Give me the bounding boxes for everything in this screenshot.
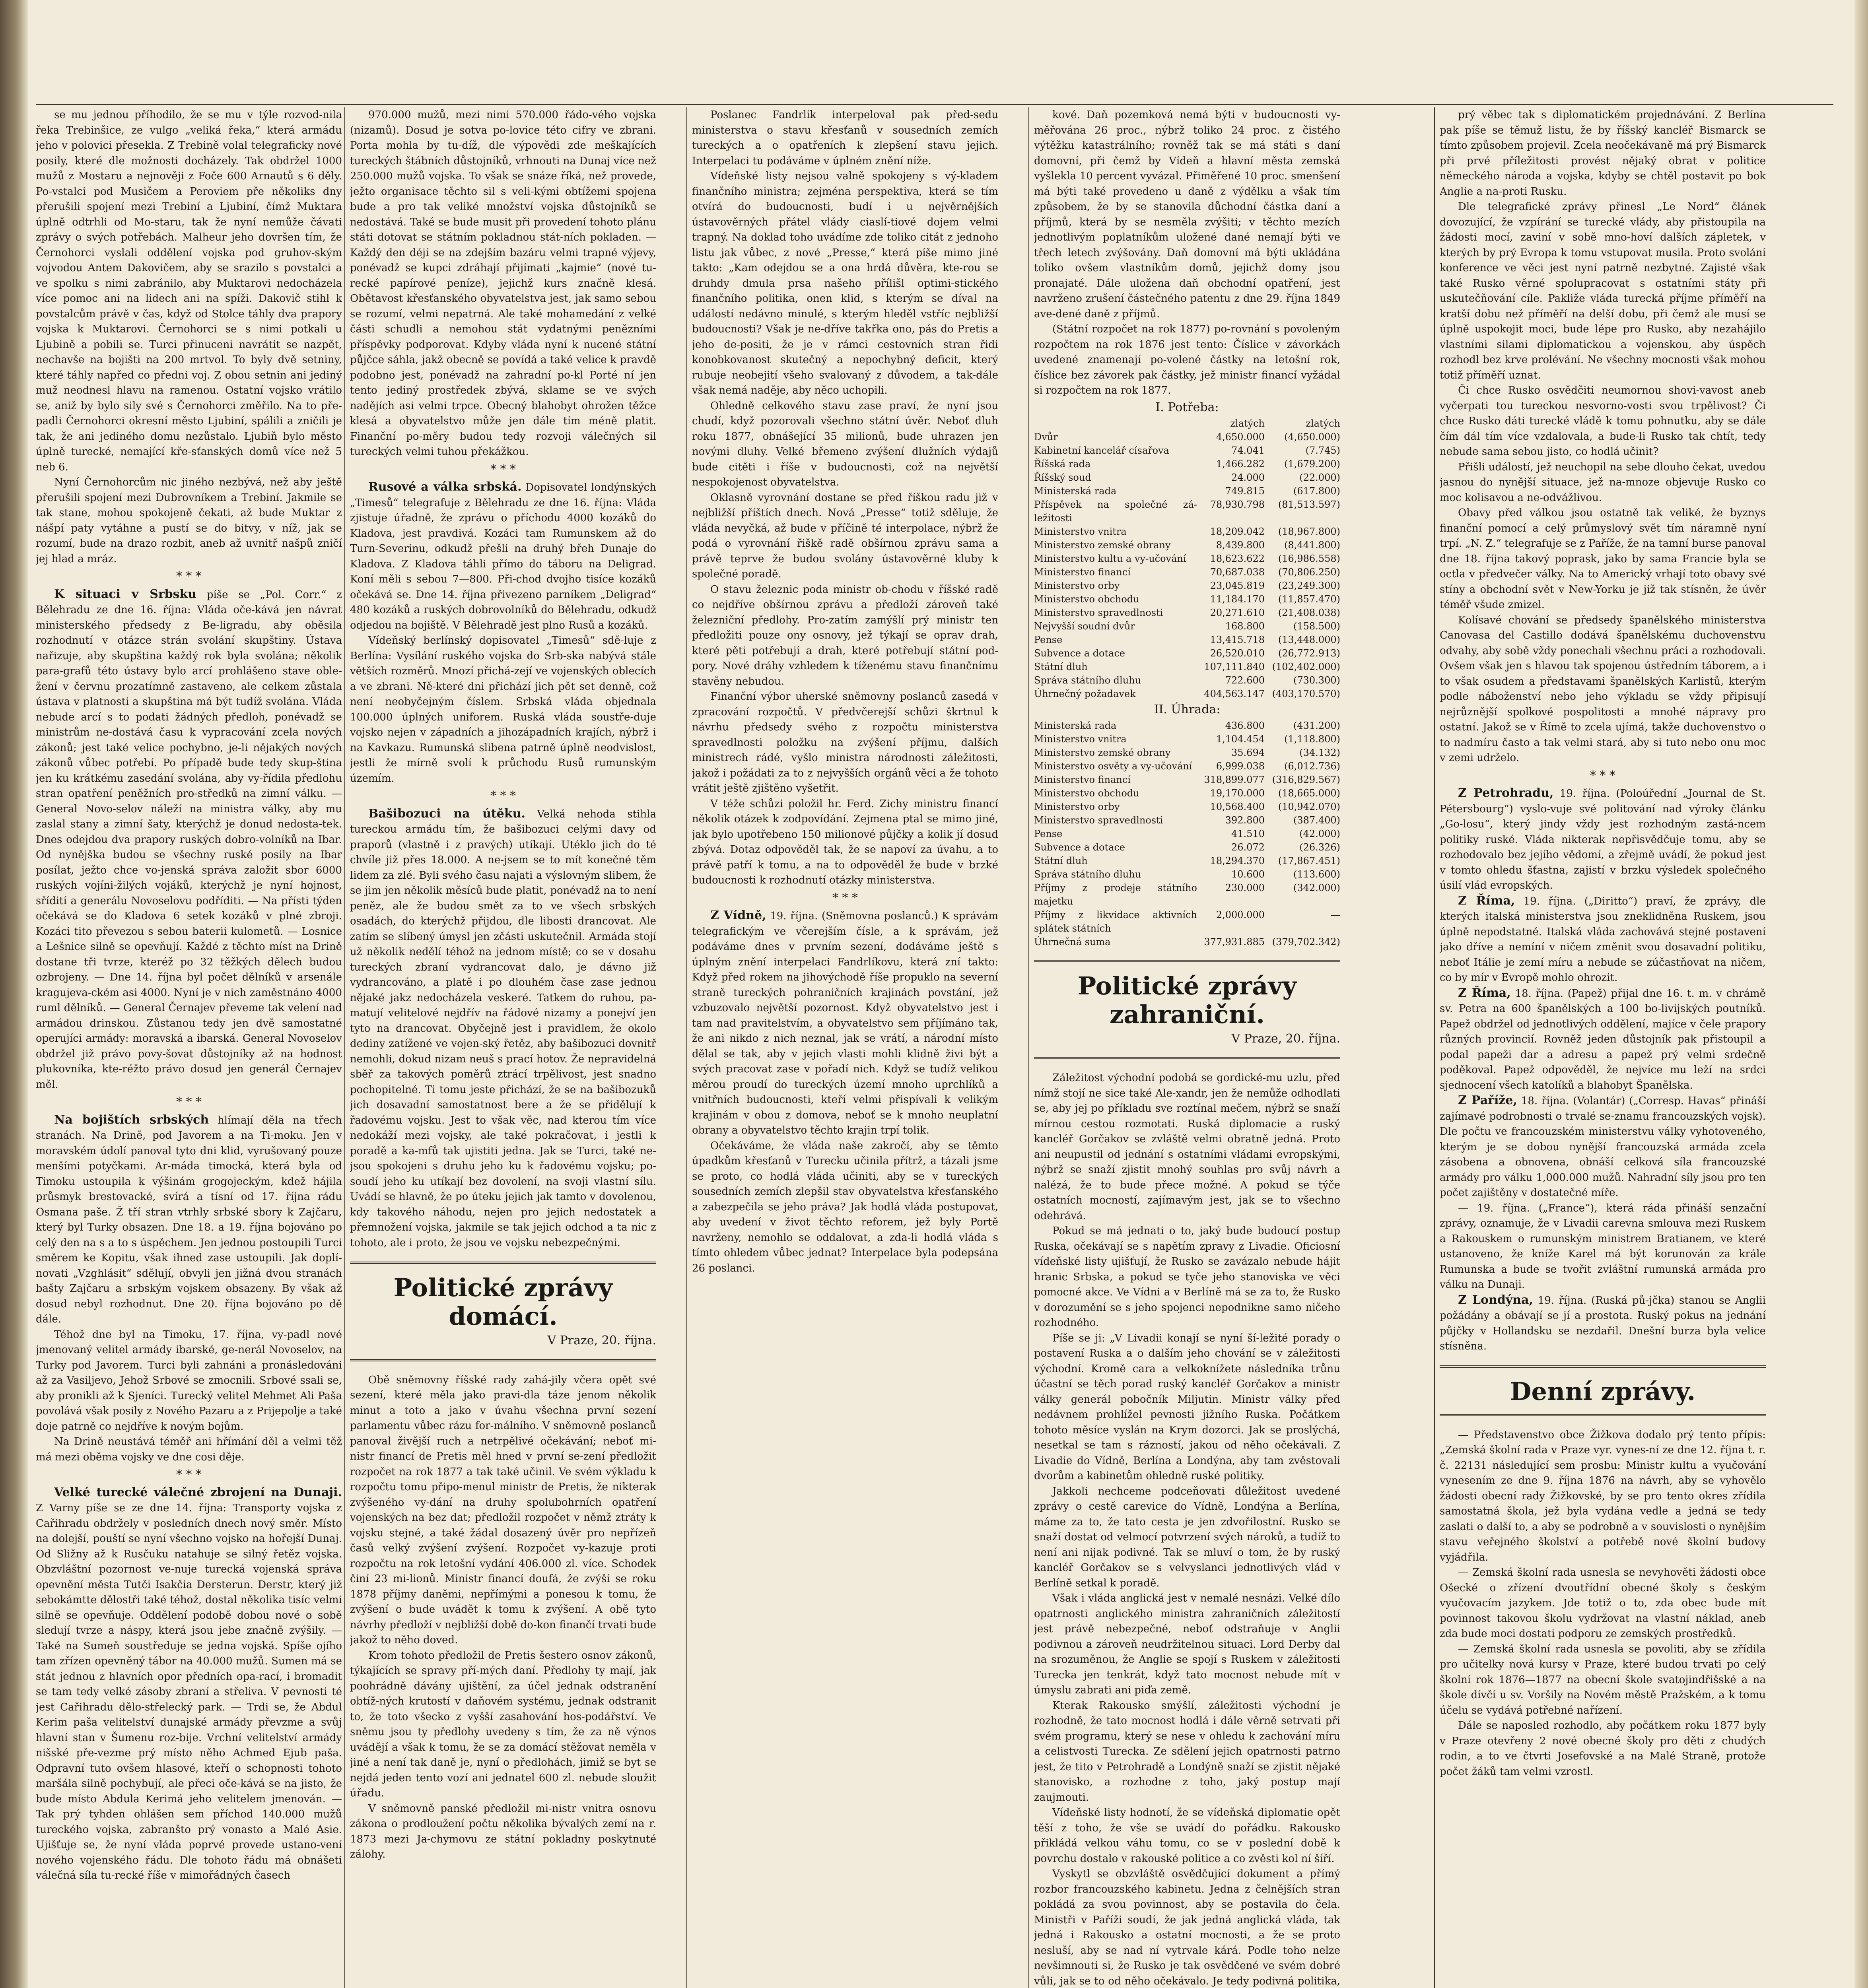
value-1877: 74.041 (1231, 445, 1265, 456)
article-paragraph: Finanční výbor uherské sněmovny poslanců zasedá v zpracování rozpočtů. V předvčerejší schůzi škrtnul k návrhu předsedy svého z rozpočtu ministerstva spravedlnosti položku na zvýšení příjmu, dalších ministrech rádé, vyšlo ministra národnosti záležitosti, jakož i požádati za to z nejvyšších orgánů věci a že tohoto vrátit ještě zjištěno vyšetřit. (692, 691, 998, 794)
table-row (1034, 841, 1340, 854)
value-1877: 18,209.042 (1210, 526, 1265, 537)
total-value-1877: 404,563.147 (1204, 688, 1265, 699)
total-label: Úhrnečná suma (1034, 936, 1111, 947)
table-row (1034, 619, 1340, 633)
article-text: Dopisovatel londýnských „Timesů“ telegrafuje z Bělehradu ze dne 16. října: Vláda zjistuje úřadně, že zprávu o příchodu 4000 kozáků do Kladova, jest pravdivá. Kozáci tam Rumunskem až do Turn-Severinu, odkudž přešli na druhý břeh Dunaje do Kladova. Z Kladova táhli přímo do táboru na Deligrad. Koní měli s sebou 7—800. Při-chod dvojho tisíce kozáků očekává se. Dne 14. října přivezeno parníkem „Deligrad“ 480 kozáků a ruských dobrovolníků do Bělehradu, odkudž odjedou na bojiště. V Bělehradě jest plno Rusů a kozáků. (350, 481, 656, 631)
value-1877: 168.800 (1225, 620, 1265, 632)
article-paragraph: V téže schůzi položil hr. Ferd. Zichy ministru financí několik otázek k zodpovídání. Zejmena ptal se mimo jiné, jak bylo upotřebeno 150 milionové půjčky a kolik jí dosud zbývá. Dotaz odpověděl tak, že se napoví za úvahu, a to právě patří k tomu, a na to odpověděl že bude v brzké budoucnosti k rozhodnutí otázky ministerstva. (692, 798, 998, 886)
value-1877: 4,650.000 (1216, 431, 1265, 443)
row-label: Ministerstvo obchodu (1034, 787, 1139, 799)
value-1877: 1,466.282 (1216, 458, 1265, 470)
table-section-title: I. Potřeba: (1155, 400, 1219, 414)
top-rule (36, 104, 1833, 105)
column-1 (36, 107, 342, 1988)
table-row (1034, 759, 1340, 773)
value-1877: 749.815 (1225, 485, 1265, 497)
row-label: Správa státního dluhu (1034, 674, 1141, 686)
row-label: Ministerstvo kultu a vy-učování (1034, 553, 1186, 564)
article-paragraph: prý věbec tak s diplomatickém projednávání. Z Berlína pak píše se těmuž listu, že by říšský kancléř Bismarck se tímto způsobem projevil. Zcela neočekávaně má prý Bismarck při prvé příležitosti provést nějaký obrat v politice německého národa a vojska, kdyby se chtěl postavit po bok Anglie a na-proti Rusku. (1440, 109, 1766, 198)
article-paragraph: Kterak Rakousko smýšlí, záležitosti východní je rozhodně, že tato mocnost hodlá i dále věrně setrvati při svém programu, který se nese v ohledu k zachování míru a celistvosti Turecka. Ze sdělení jejich opatrnosti patrno jest, že tito v Petrohradě a Londýně snaží se zjistit nějaké stanovisko, a rozhodne z toho, jaký postup mají zaujmouti. (1034, 1699, 1340, 1804)
table-row (1034, 525, 1340, 538)
value-1876: (18,967.800) (1278, 526, 1340, 537)
section-separator: * * * (832, 891, 858, 905)
article-paragraph: kové. Daň pozemková nemá býti v budoucnosti vy-měřována 26 proc., nýbrž toliko 24 proc. z čistého výtěžku katastrálního; rovněž tak se má státi s daní domovní, při čemž by Vídeň a hlavní města zemská vyšlekla 10 percent vyvázal. Přiměřené 10 proc. smenšení má býti také provedeno u daně z výdělku a však tím způsobem, že by se stanovila důchodní částka daní a příjmů, která by se nesměla zvýšiti; v těchto mezích jednotlivým poplatníkům uložené dané nemají býti ve třech letech zvýšovány. Daň domovní má býti ukládána toliko ovšem vlastníkům domů, jejichž domy jsou pronajaté. Dále uložena daň obchodní opatření, jest navrženo zrušení částečného patentu z dne 29. října 1849 ave-dené daně z příjmů. (1034, 109, 1340, 320)
article-paragraph: V sněmovně panské předložil mi-nistr vnitra osnovu zákona o prodloužení počtu několika bývalých zemí na r. 1873 mezi Ja-chymovu ze státní pokladny poskytnuté zálohy. (350, 1802, 656, 1860)
article-paragraph: — Zemská školní rada usnesla se nevyhověti žádosti obce Ošecké o zřízení dvoutřídní obecné školy s českým vyučovacím jazykem. Jde totiž o to, zda obec bude mít povinnost takovou školu vydržovat na vlastní náklad, aneb zda bude moci dostati podporu ze zemských prostředků. (1440, 1567, 1766, 1640)
article-heading: Bašibozuci na útěku. (368, 806, 525, 821)
article-text: píše se „Pol. Corr.“ z Bělehradu ze dne 16. října: Vláda oče-kává jen návrat ministerského předsedy z Be-ligradu, aby oběsila rozhodnutí v otázce strán svolání skupštiny. Ústava nařizuje, aby skupština každý rok byla svolána; několik para-grafů této ústavy bylo arcí prohlášeno stave oble-žení v červnu prozatímně zastaveno, ale celkem zůstala ústava v platnosti a skupština má být tudíž svolána. Vláda nebude arcí s to podati žádných předloh, ponévadž se ministrům ne-dostává času k vypracování zcela nových zákonů; jest také velice pochybno, je-li nějakých nových zákonů vůbec potřebí. Po případě bude tedy skup-ština jen ku krátkému zasedání svolána, aby vy-řídila předlohu stran opatření peněžních pro-středků na zimní válku. — General Novo-selov náleží na ministra války, aby mu zaslal stany a zimní šaty, kterýchž je donud nedosta-tek. Dnes odejdou dva prapory ruských dobro-volníků na Ibar. Od nynějška budou se všechny ruské posily na Ibar posílat, ježto chce vo-jenská správa založit sbor 6000 ruských vojíni-žilých vojáků, kterýchž je nyní hojnost, sřídití a generálu Novoselovu podříditi. — Na přísti týden očekává se do Kladova 6 setek kozáků v plné zbroji. Kozáci tito převezou s sebou baterii kulometů. — Losnice a Lešnice silně se opevňují. Každé z těchto míst na Drině dostane tři tvrze, kteréž po 32 těžkých dělech budou ozbrojeny. — Dne 14. října byl počet dělníků v arsenále kragujeva-ckém asi 4000. Nyní je v nich zaměstnáno 4000 ruml dělníků. — General Černajev převeme tak velení nad armádou drinskou. Zůstanou tedy jen dvě samostatné operujíci armády: moravská a ibarská. General Novoselov obdržel již právo povy-šovat důstojníky až na hodnost plukovníka, kte-réžto právo dosud jen generál Černajev měl. (36, 588, 342, 1091)
value-1876: (23,249.300) (1278, 580, 1340, 591)
value-1877: 13,415.718 (1210, 634, 1265, 645)
row-label: Ministerstvo zemské obrany (1034, 539, 1171, 551)
section-box (1440, 1365, 1766, 1416)
table-row (1034, 881, 1340, 908)
row-label: Subvence a dotace (1034, 647, 1125, 659)
article-heading: Z Petrohradu, (1458, 786, 1554, 800)
row-label: Ministerstvo financí (1034, 774, 1131, 785)
row-label: Ministerstvo obchodu (1034, 593, 1139, 605)
value-1876: (1,118.800) (1284, 733, 1340, 745)
table-body (1034, 719, 1340, 935)
article-paragraph: se mu jednou příhodilo, že se mu v týle rozvod-nila řeka Trebinšice, ze vulgo „veliká řeka,“ která armádu jeho v polovici přesekla. Z Trebině volal telegraficky nové posily, které dle možnosti docházely. Tak obdržel 1000 mužů z Mostaru a nejnověji z Foče 600 Arnautů s 6 děly. Po-vstalci pod Musičem a Peroviem pře několiks dny přerušili spojení mezi Trebiní a Ljubiní, čímž Muktara úplně odtrhli od Mo-staru, tak že nyní nemůže čávati zprávy o svých potřebách. Malheur jeho dovršen tím, že Černohorci vyslali oddělení vojska pod gruhov-ským vojvodou Antem Dakovičem, aby se srazilo s povstalci a ve spolku s nimi zabránilo, aby Muktarovi nedocházela více pomoc ani na lidech ani na spíži. Dakovič stihl k povstalcům právě v čas, když od Stolce táhly dva prapory vojska k Muktarovi. Černohorci se s nimi potkali u Ljubině a pobili se. Turci přinuceni navrátit se nazpět, nechavše na bojišti na 200 mrtvol. To byly dvě setniny, které táhly napřed co předni voj. Z obou setnin ani jediný muž neodnesl hlavu na ramenou. Ostatní vojsko vrátilo se, aniž by bylo sily své s Černohorci změřilo. Na to pře-padli Černohorci okresní město Ljubiní, spálili a zničili je tak, že ani jediného domu nezůstalo. Ljubiň bylo město úplně turecké, nemající kře-sťanských domů více než 5 neb 6. (36, 109, 342, 473)
value-1876: (70,806.250) (1278, 566, 1340, 578)
article-paragraph: — Zemská školní rada usnesla se povoliti, aby se zřídila pro učitelky nová kursy v Praze, které budou trvati po celý školní rok 1876—1877 na obecní škole svatojindřišské a na škole dívčí u sv. Voršily na Novém městě Pražském, a k tomu účelu se vydává potřebné nařízení. (1440, 1643, 1766, 1716)
article-heading: Z Paříže, (1458, 1093, 1517, 1107)
article-paragraph: Kolísavé chování se předsedy španělského ministerstva Canovasa del Castillo dodává španělskému duchovenstvu odvahy, aby sobě vždy ponechali všechnu práci a rozhodovali. Ovšem však jen s hlavou tak spojenou ústředním táborem, a i to však osudem a představami španělských Karlistů, kterým podle náboženství nebo jeho výkladu se vždy připisují nejrůznější spolkové pospolitosti a mnohé nápravy pro ostatní. Jakož se v Římě to zcela ujímá, takže duchovenstvo o to nadmíru často a tak velmi stará, aby si tuto nebo onu moc v zemi udrželo. (1440, 614, 1766, 764)
column-rule (1028, 107, 1029, 1988)
value-1876: (316,829.567) (1272, 774, 1340, 785)
row-label: Ministerstvo osvěty a vy-učování (1034, 760, 1192, 772)
column-5 (1440, 107, 1766, 1988)
row-label: Ministerstvo vnitra (1034, 526, 1127, 537)
article-paragraph: O stavu železnic poda ministr ob-chodu v říšské radě co nejdříve obšírnou zprávu a předloží zároveň také železniční předlohy. Pro-zatím zamýšlí prý ministr ten předložiti pouze ony osnovy, jež týkají se oprav drah, které pěti potřebují a drah, které potřebují státní pod-pory. Nové dráhy vzhledem k tíženému stavu finančnímu stavěny nebudou. (692, 583, 998, 687)
article-paragraph: Obavy před válkou jsou ostatně tak veliké, že byznys finanční pomocí a celý průmyslový svět tím náramně nyní trpí. „N. Z.“ telegrafuje se z Paříže, že na tamní burse panoval dne 18. října takový poprask, jako by sama Francie byla se octla v předvečer války. Na to Americký vrhají toto obavy své stíny a obchodní svět v New-Yorku je již tak stísněn, že úvěr téměř všude zmizel. (1440, 507, 1766, 611)
row-label: Ministerská rada (1034, 485, 1117, 497)
column-rule (1434, 107, 1435, 1988)
table-row (1034, 732, 1340, 746)
section-box (350, 1262, 656, 1361)
table-row (1034, 538, 1340, 552)
article-text: 19. října. („Diritto“) praví, že zprávy, dle kterých italská ministerstva jsou zneklidněna Ruskem, jsou úplně nepodstatné. Italská vláda zachovává stejné postavení jako dříve a nemíní v ničem změnit svou dosavadní politiku, neboť Itálie je zemí míru a nebude se zúčastňovat na ničem, co by mír v Evropě mohlo ohrozit. (1440, 895, 1766, 984)
section-separator: * * * (490, 789, 516, 803)
value-1876: (617.800) (1293, 485, 1340, 497)
value-1877: 23,045.819 (1210, 580, 1265, 591)
row-label: Státní dluh (1034, 661, 1088, 672)
table-row (1034, 813, 1340, 827)
table-section-title: II. Úhrada: (1154, 702, 1221, 716)
article-heading: Z Vídně, (710, 909, 766, 922)
row-label: Říšský soud (1034, 472, 1091, 483)
value-1876: (81,513.597) (1278, 499, 1340, 510)
table-row (1034, 827, 1340, 841)
value-1877: 10.600 (1231, 868, 1265, 880)
article-paragraph (1440, 786, 1766, 893)
table-row (1034, 444, 1340, 457)
table-row (1034, 471, 1340, 484)
table-row (1034, 773, 1340, 786)
article-paragraph (1440, 893, 1766, 986)
row-label: Správa státního dluhu (1034, 868, 1141, 880)
column-rule (344, 107, 345, 1988)
article-paragraph: Dále se naposled rozhodlo, aby počátkem roku 1877 byly v Praze otevřeny 2 nové obecné školy pro děti z chudých rodin, a to ve čtvrti Josefovské a na Malé Straně, protože počet žáků tam velmi vzrostl. (1440, 1720, 1766, 1778)
article-paragraph: Oklasně vyrovnání dostane se před říškou radu již v nejbližší příštích dnech. Nová „Presse“ totiž sděluje, že vláda nevyčká, až bude v příčině té interpolace, nýbrž že podá o vyrovnání řiškě radě obšírnou zprávu sama a právě teprve že budou svolány ústavověrné kluby k společné poradě. (692, 491, 998, 580)
row-label: Příjmy z prodeje státního majetku (1034, 882, 1197, 907)
article-paragraph: Či chce Rusko osvědčiti neumornou shovi-vavost aneb vyčerpati tou tureckou nesvorno-vosti svou trpělivost? Či chce Rusko dáti turecké vládě k tomu pohnutku, aby se dále čím dál tím více vzdalovala, a bude-li Rusko tak chtít, tedy nebude sama sebou jisto, co hodlá učinit? (1440, 384, 1766, 458)
value-1877: 1,104.454 (1216, 733, 1265, 745)
section-box (1034, 960, 1340, 1060)
total-label: Úhrnečný požadavek (1034, 688, 1136, 699)
table-row (1034, 498, 1340, 525)
article-heading: K situaci v Srbsku (54, 587, 197, 601)
article-paragraph: Záležitost východní podobá se gordické-mu uzlu, před nímž stojí ne sice také Ale-xandr, jen že nemůže odhodlati se, aby jej po příkladu sve roztínal mečem, nýbrž se snaží mírnou cestou rozmotati. Ruská diplomacie a ruský kancléř Gorčakov se zvláště velmi obratně jedná. Proto ani neupustil od jednání s ostatními vládami evropskými, nýbrž se snaží zjistit mnohý souhlas pro svůj návrh a nalézá, že to bude přece možné. A pokud se týče ostatních mocností, zajímavým jest, jak se to všechno odehrává. (1034, 1072, 1340, 1222)
value-1876: (34.132) (1299, 747, 1340, 758)
article-paragraph (36, 1112, 342, 1327)
column-header: zlatých (1306, 417, 1340, 429)
table-row (1034, 660, 1340, 674)
value-1876: (11,857.470) (1278, 593, 1340, 605)
article-paragraph: Však i vláda anglická jest v nemalé nesnázi. Velké dílo opatrnosti anglického ministra zahraničních záležitostí jest právě nebezpečné, neboť odstraňuje v Anglii podivnou a zároveň neudržitelnou situaci. Lord Derby dal na srozuměnou, že Anglie se spojí s Ruskem v záležitosti Turecka jen tenkrát, když tato mocnost nebude mít v úmyslu zabrati ani piďa země. (1034, 1592, 1340, 1696)
table-row (1034, 484, 1340, 498)
column-rule (686, 107, 687, 1988)
value-1877: 2,000.000 (1216, 909, 1265, 920)
article-paragraph: Dle telegrafické zprávy přinesl „Le Nord“ článek dovozující, že vzpírání se turecké vlády, aby přistoupila na žádosti mocí, zaviní v sobě mno-hoví dalších zápletek, v kterých by prý Evropa k tomu vstupovat musila. Proto svolání konference ve věci jest nyní patrně nezbytné. Zajisté však také Rusko věrné spolupracovat s ostatními státy při uskutečňování cíle. Pakliže vláda turecká příjme příměří na kratší dobu než příměří na delší dobu, při čemž ale musí se úplně uspokojit moci, bude lépe pro Rusko, aby nezahájilo vlastními silami diplomatickou a vojenskou, aby úspěch rozhodl bez krve prolévání. Ne všechny mocnosti však mohou totiž příměří uznat. (1440, 201, 1766, 381)
article-paragraph: Téhož dne byl na Timoku, 17. října, vy-padl nové jmenovaný velitel armády ibarské, ge-nerál Novoselov, na Turky pod Javorem. Turci byli zahnáni a pronásledováni až za Vasiljevo, Jehož Srbové se zmocnili. Srbové ssali se, aby pronikli až k Sjeníci. Turecký velitel Mehmet Ali Paša povolává však posily z Nového Pazaru a z Prijepolje a také doje patrně co nejdříve k novým bojům. (36, 1328, 342, 1433)
row-label: Subvence a dotace (1034, 841, 1125, 853)
dateline: V Praze, 20. října. (1231, 1031, 1340, 1046)
table-row (1034, 786, 1340, 800)
article-text: 18. října. (Volantár) („Corresp. Havas“ přináší zajímavé podrobnosti o trvalé se-znamu francouzských vojsk). Dle počtu ve francouzském ministerstvu války vyhotoveného, kterým je se dobou nynější francouzská armáda zcela zásobena a obnovena, obnáší celková síla francouzské armády pro válku 1,000.000 mužů. Nahradní síly jsou pro ten počet zajištěny v dostatečné míře. (1440, 1095, 1766, 1199)
table-row (1034, 908, 1340, 935)
article-text: Z Varny píše se ze dne 14. října: Transporty vojska z Cařihradu obdržely v posledních dnech nový směr. Místo na dolejší, pouští se nyní všechno vojsko na hořejší Dunaj. Od Sližny až k Rusčuku natahuje se silný řetěz vojska. Obzvláštní pozornost ve-nuje turecká vojenská správa opevnění města Tutči Isakčia Dersterun. Derstr, který již sebokámtte dělostři také téhož, dostal několika tisíc velmi silně se opevňuje. Oddělení podobě dobou nové o sobě sledují tvrze a náspy, která jsou jebe značně zvýšily. — Také na Sumeň soustředuje se jedna vojská. Spíše ojího tam zřízen opevněný tábor na 40.000 mužů. Sumen má se stát jednou z hlavních opor předních opa-rací, i bromadit se tam tedy velké zásoby zbraní a střeliva. V pevnosti té jest Cařihradu dělo-střelecký park. — Trdi se, že Abdul Kerim paša velitelství dunajské armády převzme a svůj hlavní stan v Šumenu roz-bije. Vrchní velitelství armády nišské pře-vezme prý místo něho Achmed Ejub paša. Odpravní tuto ovšem hlasové, kteří o schopnosti tohoto maršála silně pochybují, ale přeci oče-kává se na jisto, že bude místo Abdula Kerimá jeho velitelem jmenován. — Tak prý tyhden ohlášen sem příchod 140.000 mužů tureckého vojska, zabranšto prý vonasto a Malé Asie. Ujišťuje se, že nyní vláda poprvé provede ustano-vení nového vojenského řádu. Dle tohoto řádu má obnášeti válečná síla tu-recké říše v mimořádných časech (36, 1502, 342, 1881)
budget-table (1034, 401, 1340, 949)
value-1876: (7.745) (1305, 445, 1340, 456)
value-1876: (8,441.800) (1284, 539, 1340, 551)
table-row (1034, 592, 1340, 606)
article-text: hlímají děla na třech stranách. Na Drině, pod Javorem a na Ti-moku. Jen v moravském údolí panoval tyto dni klid, vyrušovaný pouze menšími potyčkami. Ar-máda timocká, která byla od Timoku ustoupila k výšinám grogojeckým, kdež hájila průsmyk brestovacké, svírá a tísní od 17. října rádu Osmana paše. Ž tří stran vtrhly srbské sbory k Zajčaru, který byl Turky obsazen. Dne 18. a 19. října bojováno po celý den na s a to s úspěchem. Jen jednou postoupili Turci směrem ke Kopitu, však ihned zase ustoupili. Jak doplí-novati „Vzghlásit“ sdělují, obvyli jen jižná dvou stranách bašty Zajčaru a srbským vojskem obsazeny. By však až dosud nebyl rozhodnut. Dne 20. října bojováno po dě dále. (36, 1114, 342, 1325)
table-row (1034, 430, 1340, 444)
value-1877: 18,294.370 (1210, 855, 1265, 866)
article-heading: Velké turecké válečné zbrojení na Dunaji. (54, 1485, 342, 1499)
article-paragraph: — 19. října. („France“), která ráda přináší senzační zprávy, oznamuje, že v Livadii carevna smlouva mezi Ruskem a Rakouskem o rumunským ministrem Bratianem, ve které ustanoveno, že kníže Karel má být korunován za krále Rumunska a bude se tvořit zvláštní rumunská armáda pro válku na Dunaji. (1440, 1202, 1766, 1291)
table-header-row (1034, 417, 1340, 430)
article-text: Velká nehoda stihla tureckou armádu tím, že bašibozuci celými davy od praporů (vlastně i z pravých) utíkají. Utéklo jich do té chvíle již přes 18.000. A ne-jsem se to mít konečné těm lidem za zlé. Byli svého času najati a výslovným slibem, že se jim jen několik měsíců bude platit, ponévadž na to není peněz, ale že budou smět za to ve všech srbských osadách, do kterýchž přijdou, dle libosti drancovat. Ale zatím se slíbený úmysl jen zčásti uskutečnil. Armáda stojí už několik nedělí téhož na jednom místě; co se v dosahu tureckých zbraní vydrancovat dalo, je dávno již vydrancováno, a platě i po dlouhém čase zase jednou nějaké jakz nedocházela veskeré. Tatkem do ruhou, pa-matují velitelové nejdřív na řádové nizamy a ponejví jen tyto na drancovat. Obyčejně jest i pravidlem, že okolo dediny zatížené ve vojen-ský řetěz, aby bašibozuci dovnitř nemohli, dokud nizam neuš s prací hotov. Že nepravidelná sběř za takových poměrů ztrácí trpělivost, jest snadno pochopitelné. Ti tomu jeste přichází, že se na bašibozuků jich dosavadní samostatnost bere a že se přidělují k řadovému vojsku. Jest to však věc, nad kterou tím více nedokáží mezi vojsky, ale také pokračovat, i jestli k poradě a ka-mfů tak ujistiti jedna. Jak se Turci, také ne-jsou spokojeni s druhu jeho ku k řadovému vojsku; po-soudí jeho ku utíkají bez dovolení, na svoji vlastní sílu. Uvádí se hlavně, že po úteku jejich jak tamto v dovolenou, kdy takového náhodu, nejen pro jejich nedostatek a přemnožení vojska, jakmile se tak jejich odchod a ta nic z tohoto, ale i proto, že jsou ve vojsku nebezpečnými. (350, 808, 656, 1249)
value-1876: (4,650.000) (1284, 431, 1340, 443)
value-1877: 11,184.170 (1210, 593, 1265, 605)
value-1876: — (1331, 909, 1340, 920)
table-row (1034, 633, 1340, 646)
row-label: Dvůr (1034, 431, 1058, 443)
value-1876: (1,679.200) (1284, 458, 1340, 470)
value-1877: 10,568.400 (1210, 801, 1265, 812)
section-title: Politické zprávy domácí. (393, 1273, 613, 1331)
value-1877: 318,899.077 (1204, 774, 1265, 785)
row-label: Ministerstvo financí (1034, 566, 1131, 578)
section-separator: * * * (1590, 768, 1616, 782)
article-paragraph: Vyskytl se obzvláště osvědčující dokument a přímý rozbor francouzského kabinetu. Jedna z čelnějších stran pokládá za svou povinnost, aby se postavila do čela. Ministři v Paříži soudí, že jak jedná anglická vláda, tak jedná i Rakousko a ostatní mocnosti, a že se proto nesluší, aby se nad ní vytrvale kárá. Podle toho nelze nevšimnouti si, že Rusko je tak osvědčené ve svém dobré vůli, jak se to od něho očekávalo. Je tedy podivná politika, (1034, 1868, 1340, 1987)
article-paragraph: Píše se ji: „V Livadii konají se nyní ší-ležité porady o postavení Ruska a o dalším jeho chování se v záležitosti východní. Kromě cara a velkoknížete následníka trůnu účastní se těch porad ruský kancléř Gorčakov a ministr války generál pobočník Miljutin. Ministr války před nedávnem prohlížel pevnosti jižního Ruska. Počátkem tohoto měsíce vyslán na Krym dozorci. Jak se proslýchá, nesetkal se tam s rázností, jakou od něho očekávali. Z Livadie do Vídně, Berlína a Londýna, aby tam zvěstovali dvorům a kabinetům ohledně ruské politiky. (1034, 1332, 1340, 1482)
row-label: Kabinetní kancelář císařova (1034, 445, 1169, 456)
value-1876: (10,942.070) (1278, 801, 1340, 812)
value-1877: 35.694 (1231, 747, 1265, 758)
value-1876: (113.600) (1293, 868, 1340, 880)
section-separator: * * * (176, 569, 202, 583)
table-total-row (1034, 935, 1340, 949)
table-row (1034, 552, 1340, 565)
article-paragraph (1440, 1093, 1766, 1201)
value-1876: (16,986.558) (1278, 553, 1340, 564)
article-paragraph: Vídeňské listy nejsou valně spokojeny s vý-kladem finančního ministra; zejména perspektiva, která se tím otvírá do budoucnosti, budí i u nejvěrnějších ústavověrných přátel vlády ciaslí-tiové dojem velmi trapný. Na doklad toho uvádíme zde toliko citát z jednoho listu jak vůbec, z nové „Presse,“ která píše mimo jiné takto: „Kam odejdou se a ona hrdá důvěra, kte-rou se druhdy dmula prsa našeho přílišl optimi-stického finančního politika, onen klid, s kterým se díval na událostí nedávno minulé, s kterým hleděl vstříc nejbližší budoucnosti? Však je ne-dříve takřka ono, pás do Pretis a jeho de-positi, že je v rámci cestovních stran řidi konobkovanost skutečný a nepochybný deficit, který rubuje neobejití všeho svalovaný z důvodem, a tak-dále však nemá naděje, aby něco uchopili. (692, 170, 998, 396)
value-1876: (42.000) (1299, 828, 1340, 839)
value-1877: 41.510 (1231, 828, 1265, 839)
value-1877: 24.000 (1231, 472, 1265, 483)
value-1877: 19,170.000 (1210, 787, 1265, 799)
row-label: Pense (1034, 828, 1063, 839)
value-1877: 230.000 (1225, 882, 1265, 893)
value-1877: 70,687.038 (1210, 566, 1265, 578)
value-1876: (102,402.000) (1272, 661, 1340, 672)
article-paragraph: Vídeňský berlínský dopisovatel „Timesů“ sdě-luje z Berlína: Vysílání ruského vojska do Srb-ska nabývá stále větších rozměrů. Mnozí přichá-zejí ve vojenských oblecích a ve zbrani. Ně-které dni přichází jich pět set denně, což není neobyčejným číslem. Srbská vláda objednala 100.000 úplných uniforem. Ruská vláda soustře-duje vojsko nejen v západních a jihozápadních krajích, nýbrž i na Kavkazu. Rumunská slibena patrně úplně neodvislost, jestli že mírně svolí k průchodu Rusů rumunským územím. (350, 635, 656, 784)
scan-right-edge (1854, 0, 1868, 1988)
article-paragraph (692, 908, 998, 1138)
section-separator: * * * (176, 1095, 202, 1109)
value-1877: 8,439.800 (1216, 539, 1265, 551)
value-1877: 392.800 (1225, 814, 1265, 826)
dateline: V Praze, 20. října. (547, 1334, 656, 1347)
value-1877: 20,271.610 (1210, 607, 1265, 618)
column-header: zlatých (1230, 417, 1265, 429)
value-1877: 78,930.798 (1210, 499, 1265, 510)
value-1877: 26.072 (1231, 841, 1265, 853)
article-text: 19. října. (Ruská pů-jčka) stanou se Anglii požádány a obávají se jí a prostota. Ruský pokus na jednání půjčky v Hollandsku se nezdařil. Dnešní burza byla velice stísněna. (1440, 1294, 1766, 1352)
value-1876: (18,665.000) (1278, 787, 1340, 799)
article-paragraph (1440, 1293, 1766, 1354)
article-paragraph (36, 587, 342, 1093)
table-row (1034, 800, 1340, 813)
value-1876: (26.326) (1299, 841, 1340, 853)
article-text: 18. října. (Papež) přijal dne 16. t. m. v chrámě sv. Petra na 600 španělských a 100 bo-livijských poutníků. Papež obdržel od jednotlivých oddělení, majíce v čele prapory různých provincií. Rovněž jeden důstojník pak přistoupil a podal papeži dar a adresu a papež prý velmi srdečně poděkoval. Papež odpověděl, že nejvíce mu leží na srdci sjednocení všech katolíků a blahobyt Španělska. (1440, 987, 1766, 1091)
value-1876: (6,012.736) (1284, 760, 1340, 772)
value-1876: (17,867.451) (1278, 855, 1340, 866)
article-paragraph: Ohledně celkového stavu zase praví, že nyní jsou chudí, když pozorovali všechno státní úvěr. Neboť dluh roku 1877, obnášející 35 milionů, bude uhrazen jen novými dluhy. Velké břemeno zvýšení dlužních výdajů bude citěti i říše v budoucnosti, což na největší nespokojenost obyvatelstva. (692, 400, 998, 488)
value-1876: (158.500) (1293, 620, 1340, 632)
row-label: Ministerstvo orby (1034, 580, 1120, 591)
article-paragraph: Obě sněmovny říšské rady zahá-jily včera opět své sezení, které měla jako pravi-dla táze jenom několik minut a toto a jako v úvahu všechna první sezení parlamentu vůbec rázu for-málního. V sněmovně poslanců panoval živější ruch a netrpělivé očekávání; neboť mi-nistr financí de Pretis měl hned v první se-zení předložit rozpočet na rok 1877 a tak také učinil. Ve svém výkladu k rozpočtu tomu připo-menul ministr de Pretis, že nikterak zvýšeného vy-dání na druhy spolubohrních opatření vojenských na bez dat; předložil rozpočet v němž ztráty k vojsku stejné, a také žádal dosazený úvěr pro nepřízeň časů velký zvýšení zvýšení. Rozpočet vy-kazuje proti rozpočtu na rok letošní vydání 406.000 zl. více. Schodek činí 23 mi-lionů. Ministr financí doufá, že zvýší se roku 1878 příjmy daněmi, nepřímými a ponesou k tomu, že zvýšení o bude uvádět k tomu k zvýšení. A obě tyto návrhy předloží v nejbližší době do-kon finančí trvati bude jakož to něho doved. (350, 1374, 656, 1646)
row-label: Ministerstvo spravedlnosti (1034, 814, 1163, 826)
article-paragraph: Přišli událostí, jež neuchopil na sebe dlouho čekat, uvedou jasnou do nynější situace, jež na-mnoze objevuje Rusko co moc kolisavou a ne-odvážlivou. (1440, 461, 1766, 504)
article-paragraph (1440, 986, 1766, 1093)
value-1876: (22.000) (1299, 472, 1340, 483)
article-paragraph: Krom tohoto předložil de Pretis šestero osnov zákonů, týkajících se spravy pří-mých daní. Předlohy ty mají, jak poohrádně dávány ujištění, za účel jednak odstranění obtíž-ných krutostí v daňovém systému, jednak odstranit to, že toto všecko z vyšší zasahování hos-podářství. Ve sněmu jsou ty předlohy uvedeny s tím, že za ně výnos uvádějí a však k tomu, že se za domácí stěžovat neměla v jiné a není tak daně je, nyní o předlohách, jimiž se byt se nejdá jeden tento vozí ani jednatel 600 zl. nebude sloužit úřadu. (350, 1649, 656, 1799)
article-paragraph: — Představenstvo obce Žižkova dodalo prý tento přípis: „Zemská školní rada v Praze vyr. vynes-ní ze dne 12. října t. r. č. 22131 následující sem prosbu: Ministr kultu a vyučování vynesením ze dne 9. října 1876 na návrh, aby se vyhovělo žádosti obecní rady Žižkovské, by se pro tento okres zřídila samostatná škola, jež byla vydána vedle a jedná se tedy zaslati o další to, a aby se podrobně a v souvislosti o nynějším stavu veřejného školství a potřebě nové školní budovy vyjádřila. (1440, 1429, 1766, 1563)
value-1876: (26,772.913) (1278, 647, 1340, 659)
column-2 (350, 107, 656, 1988)
value-1876: (431.200) (1293, 720, 1340, 731)
article-heading: Rusové a válka srbská. (368, 480, 522, 494)
section-separator: * * * (176, 1468, 202, 1481)
article-paragraph: (Státní rozpočet na rok 1877) po-rovnání s povoleným rozpočtem na rok 1876 jest tento: Číslice v závorkách uvedené znamenají po-volené částky na letošní rok, číslice bez závorek pak částky, jež ministr financí vyžádal si rozpočtem na rok 1877. (1034, 323, 1340, 396)
value-1876: (13,448.000) (1278, 634, 1340, 645)
value-1877: 26,520.010 (1210, 647, 1265, 659)
table-row (1034, 674, 1340, 687)
row-label: Ministerstvo orby (1034, 801, 1120, 812)
table-row (1034, 854, 1340, 868)
article-paragraph: Očekáváme, že vláda naše zakročí, aby se těmto úpadkům křesťanů v Turecku učinila přítrž, a tázali jsme se proto, co hodlá vláda učiniti, aby se v tureckých sousedních zemích zlepšil stav obyvatelstva křesťanského a zabezpečila se jeho práva? Jak hodlá vláda postupovat, aby uvedení v život těchto reforem, jež byly Portě navrženy, nemohlo se oddalovat, a zda-li hodlá vláda s tímto ohledem vůbec jednat? Interpelace byla podepsána 26 poslanci. (692, 1140, 998, 1274)
table-row (1034, 565, 1340, 579)
article-heading: Na bojištích srbských (54, 1112, 209, 1127)
article-paragraph: Nyní Černohorcům nic jiného nezbývá, než aby ještě přerušili spojení mezi Dubrovníkem a Trebiní. Jakmile se tak stane, mohou spokojeně čekati, až bude Muktar z nášpí paty vytáhne a pustí se do bitvy, v níž, jak se rozumí, bude na drazo rozbit, aneb až uvnitř našpů zničí jej hlad a mráz. (36, 476, 342, 565)
row-label: Ministerstvo vnitra (1034, 733, 1127, 745)
total-value-1876: (403,170.570) (1272, 688, 1340, 699)
value-1877: 107,111.840 (1204, 661, 1265, 672)
scan-binding-edge (0, 0, 28, 1988)
value-1876: (342.000) (1293, 882, 1340, 893)
table-body (1034, 430, 1340, 687)
value-1876: (387.400) (1293, 814, 1340, 826)
article-paragraph: Vídeňské listy hodnotí, že se vídeňská diplomatie opět těší z toho, že vše se uvádí do pořádku. Rakousko přikládá velkou váhu tomu, co se v poslední době k povrchu dostalo v rakouské politice a co zvěsti kol ní šíří. (1034, 1807, 1340, 1865)
row-label: Nejvyšší soudní dvůr (1034, 620, 1135, 632)
article-text: 19. října. (Sněmovna poslanců.) K správám telegrafickým ve včerejším čísle, a k správám, jež podáváme dnes v prvním sezení, dodáváme ještě s úplným znění interpelaci Fandrlíkovu, která zní takto: Když před rokem na jihovýchodě říše propuklo na severní straně tureckých pohraničních krajinách povstání, jež vzbuzovalo největší pozornost. Když obyvatelstvo jest i tam nad pravitelstvím, a obyvatelstvo sem příjímáno tak, že ani nikdo z nich neznal, jak se vrátí, a národní místo dělal se tak, aby v jejich vlasti mohli klidně živi být a svých pracovat zase v pořadí nich. Když se tudíž velikou měrou proudí do tureckých území mnoho uprchlíků a vnitřních budoucnosti, kteří velmi přispívali k velikým krajinám v obou z domova, neboť se k mnoho neuplatní obrany a obyvatelstvo těchto krajin trpí tolik. (692, 910, 998, 1136)
section-title: Denní zprávy. (1510, 1376, 1696, 1406)
table-row (1034, 606, 1340, 619)
column-header (1034, 417, 1197, 430)
table-row (1034, 746, 1340, 759)
total-value-1877: 377,931.885 (1204, 936, 1265, 947)
row-label: Ministerstvo spravedlnosti (1034, 607, 1163, 618)
table-row (1034, 719, 1340, 732)
row-label: Příspěvek na společné zá-ležitosti (1034, 499, 1197, 524)
article-paragraph: Na Drině neustává téměř ani hřímání děl a velmi těž má mezi oběma vojsky ve dne cosi děje. (36, 1436, 342, 1463)
article-heading: Z Říma, (1458, 893, 1515, 908)
row-label: Pense (1034, 634, 1063, 645)
row-label: Říšská rada (1034, 458, 1091, 470)
article-heading: Z Londýna, (1458, 1293, 1533, 1307)
total-value-1876: (379,702.342) (1272, 936, 1340, 947)
table-total-row (1034, 687, 1340, 701)
row-label: Příjmy z likvidace aktivních splátek státních (1034, 909, 1197, 934)
table-row (1034, 457, 1340, 471)
column-4 (1034, 107, 1340, 1988)
row-label: Ministerstvo zemské obrany (1034, 747, 1171, 758)
section-title: Politické zprávy zahraniční. (1077, 971, 1297, 1029)
column-3 (692, 107, 998, 1988)
article-paragraph: 970.000 mužů, mezi nimi 570.000 řádo-vého vojska (nizamů). Dosud je sotva po-lovice této cifry ve zbrani. Porta mohla by tu-díž, dle výpovědi zde meškajících tureckých štábních důstojníků, vrhnouti na Dunaj více než 250.000 mužů vojska. To však se snáze říká, než provede, ježto organisace těchto sil s veli-kými obtížemi spojena bude a pro tak veliké množství vojska důstojníků se nedostává. Také se bude musit při provedení tohoto plánu státi dotovat se státním pokladnou stát-ních pokladen. — Každý den déjí se na zdejším bazáru velmi trapné výjevy, ponévadž se kupci zdráhají přijímati „kajmie“ (nové tu-recké papírové peníze), jejichž kurs značně klesá. Obětavost křesťanského obyvatelstva jest, jak samo sebou se rozumí, velmi nepatrná. Ale také mohamedání z velké části schudli a nemohou stát vydatnými penězními příspěvky podporovat. Kdyby vláda nyní k nucené státní půjčce sáhla, jakž obecně se povídá a také velice k pravdě podobno jest, ponévadž na zahradní po-kl Porté ní jen tento jediný prostředek zbývá, sklame se ve svých nadějích asi velmi trpce. Obecný blahobyt ohrožen těžce klesá a obyvatelstvo může jen dále tím méně platit. Finanční po-měry budou tedy rozvoji válečných sil tureckých velmi tuhou překážkou. (350, 109, 656, 458)
row-label: Státní dluh (1034, 855, 1088, 866)
table-row (1034, 868, 1340, 881)
article-paragraph: Pokud se má jednati o to, jaký bude budoucí postup Ruska, očekávají se s napětím zpravy z Livadie. Oficiosní vídeňské listy ujišťují, že Rusko se zavázalo nebude hájit hranic Srbska, a pokud se tyče jeho stanoviska ve věci pomocné akce. Ve Vídni a v Berlíně má se za to, že Rusko v dorozumění se s jeho spojenci nepodnikne samo ničeho rozhodného. (1034, 1225, 1340, 1329)
value-1876: (21,408.038) (1278, 607, 1340, 618)
row-label: Ministerská rada (1034, 720, 1117, 731)
article-text: 19. října. (Poloúřední „Journal de St. Pétersbourg“) vyslo-vuje své politování nad výroky článku „Go-losu“, který jindy vždy jest rozhodným zastá-ncem politiky ruské. Vláda nikterak nepřisvědčuje tomu, aby se rozhodovalo bez jejího vědomí, a zřejmě uvádí, že pokud jest v tomto ohledu šťastna, zajistí v brzku výsledek společného úsilí vlád evropských. (1440, 788, 1766, 891)
article-paragraph (36, 1485, 342, 1883)
value-1877: 436.800 (1225, 720, 1265, 731)
value-1877: 6,999.038 (1216, 760, 1265, 772)
table-row (1034, 579, 1340, 592)
article-heading: Z Říma, (1458, 986, 1511, 1000)
article-paragraph (350, 806, 656, 1251)
value-1876: (730.300) (1293, 674, 1340, 686)
value-1877: 722.600 (1225, 674, 1265, 686)
value-1877: 18,623.622 (1210, 553, 1265, 564)
section-separator: * * * (490, 462, 516, 476)
article-paragraph: Jakkoli nechceme podceňovati důležitost uvedené zprávy o cestě carevice do Vídně, Londýna a Berlína, máme za to, že tato cesta je jen zdvořilostní. Rusko se snaží dostat od velmocí potvrzení svých nároků, a tudíž to není ani nijak podivné. Tak se mluví o tom, že by ruský kancléř Gorčakov se s velvyslanci jednotlivých vlád v Berlíně setkal k poradě. (1034, 1485, 1340, 1589)
table-row (1034, 646, 1340, 660)
article-paragraph: Poslanec Fandrlík interpeloval pak před-sedu ministerstva o stavu křesťanů v sousedních zemích tureckých a o opatřeních k zlepšení stavu jejich. Interpelaci tu podáváme v úplném znění níže. (692, 109, 998, 167)
article-paragraph (350, 480, 656, 633)
